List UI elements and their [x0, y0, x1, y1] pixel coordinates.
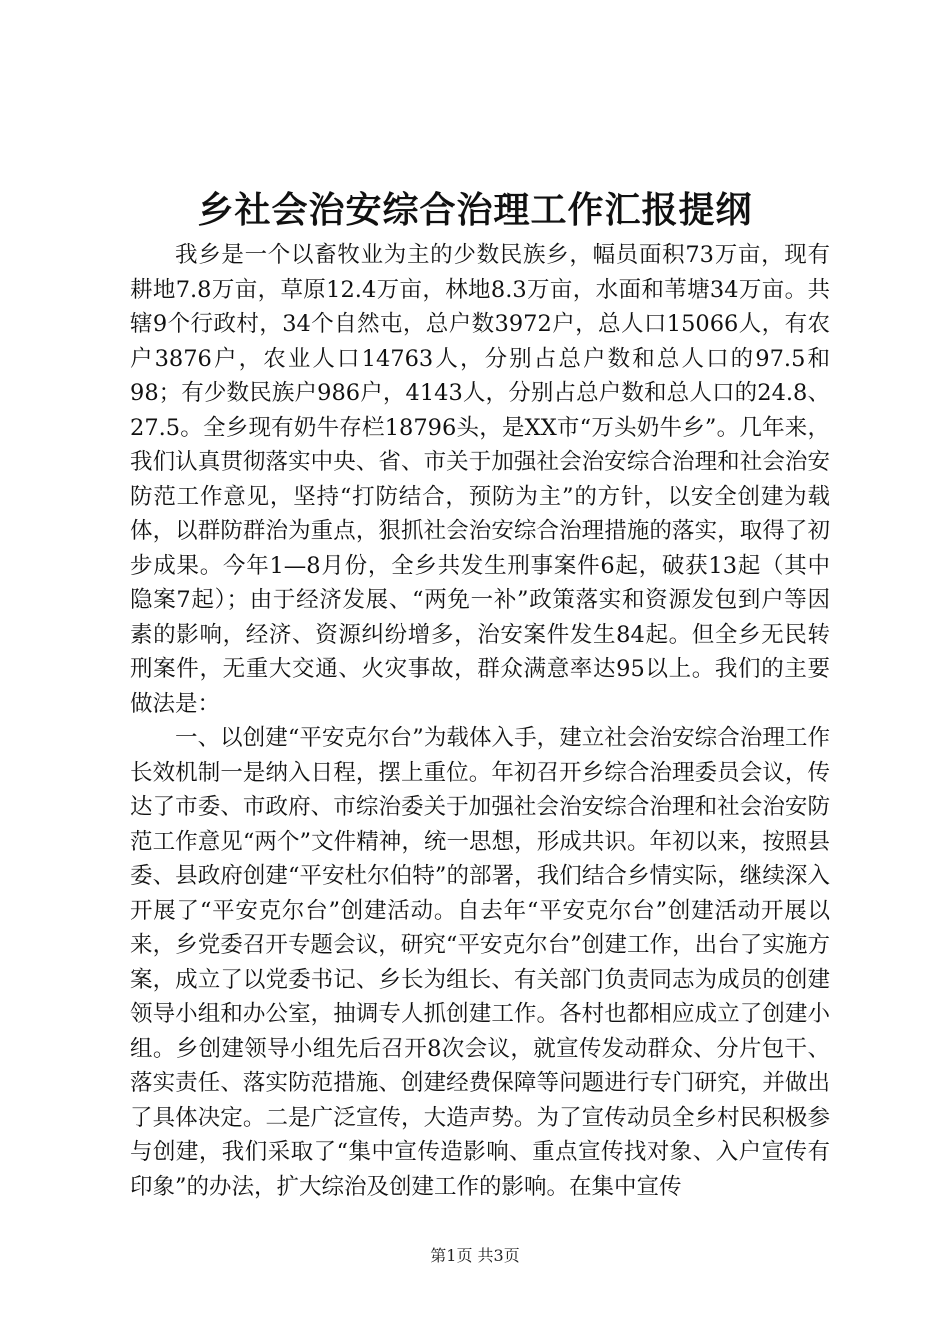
- body-paragraph: 一、以创建“平安克尔台”为载体入手，建立社会治安综合治理工作长效机制一是纳入日程，摆上重位。年初召开乡综合治理委员会议，传达了市委、市政府、市综治委关于加强社会治安综合治理和社会治安防范工作意见“两个”文件精神，统一思想，形成共识。年初以来，按照县委、县政府创建“平安杜尔伯特”的部署，我们结合乡情实际，继续深入开展了“平安克尔台”创建活动。自去年“平安克尔台”创建活动开展以来，乡党委召开专题会议，研究“平安克尔台”创建工作，出台了实施方案，成立了以党委书记、乡长为组长、有关部门负责同志为成员的创建领导小组和办公室，抽调专人抓创建工作。各村也都相应成立了创建小组。乡创建领导小组先后召开8次会议，就宣传发动群众、分片包干、落实责任、落实防范措施、创建经费保障等问题进行专门研究，并做出了具体决定。二是广泛宣传，大造声势。为了宣传动员全乡村民积极参与创建，我们采取了“集中宣传造影响、重点宣传找对象、入户宣传有印象”的办法，扩大综治及创建工作的影响。在集中宣传: [130, 725, 830, 1200]
- page-number-footer: 第1页 共3页: [430, 1246, 520, 1265]
- body-paragraph: 我乡是一个以畜牧业为主的少数民族乡，幅员面积73万亩，现有耕地7.8万亩，草原12.4万亩，林地8.3万亩，水面和苇塘34万亩。共辖9个行政村，34个自然屯，总户数3972户，总人口15066人，有农户3876户，农业人口14763人，分别占总户数和总人口的97.5和98；有少数民族户986户，4143人，分别占总户数和总人口的24.8、27.5。全乡现有奶牛存栏18796头，是XX市“万头奶牛乡”。几年来，我们认真贯彻落实中央、省、市关于加强社会治安综合治理和社会治安防范工作意见，坚持“打防结合，预防为主”的方针，以安全创建为载体，以群防群治为重点，狠抓社会治安综合治理措施的落实，取得了初步成果。今年1—8月份，全乡共发生刑事案件6起，破获13起（其中隐案7起）；由于经济发展、“两免一补”政策落实和资源发包到户等因素的影响，经济、资源纠纷增多，治安案件发生84起。但全乡无民转刑案件，无重大交通、火灾事故，群众满意率达95以上。我们的主要做法是：: [130, 242, 830, 717]
- document-title: 乡社会治安综合治理工作汇报提纲: [197, 189, 753, 231]
- document-body: [130, 238, 830, 1204]
